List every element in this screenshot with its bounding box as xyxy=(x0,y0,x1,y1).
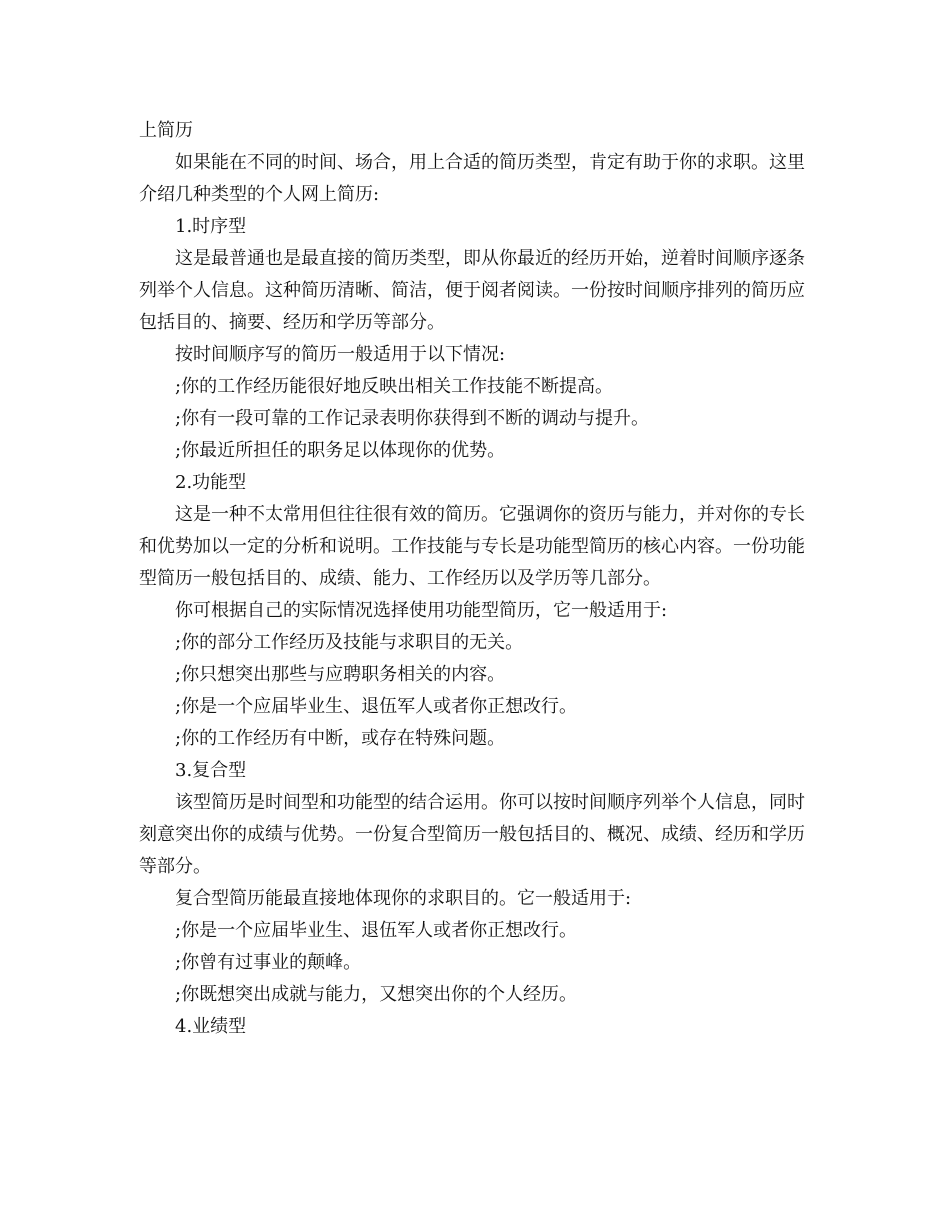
section-heading-3: 3.复合型 xyxy=(175,760,247,781)
section-2-item-1: ;你的部分工作经历及技能与求职目的无关。 xyxy=(175,632,524,653)
section-heading-4: 4.业绩型 xyxy=(175,1016,247,1037)
section-1-item-3: ;你最近所担任的职务足以体现你的优势。 xyxy=(175,440,506,461)
section-heading-1: 1.时序型 xyxy=(175,216,247,237)
section-3-item-2: ;你曾有过事业的颠峰。 xyxy=(175,952,362,973)
section-heading-2: 2.功能型 xyxy=(175,472,247,493)
section-2-item-3: ;你是一个应届毕业生、退伍军人或者你正想改行。 xyxy=(175,696,578,717)
section-1-paragraph-1: 这是最普通也是最直接的简历类型，即从你最近的经历开始，逆着时间顺序逐条列举个人信息。这种简历清晰、简洁，便于阅者阅读。一份按时间顺序排列的简历应包括目的、摘要、经历和学历等部分。 xyxy=(139,248,805,333)
section-3-item-1: ;你是一个应届毕业生、退伍军人或者你正想改行。 xyxy=(175,920,578,941)
section-1-item-1: ;你的工作经历能很好地反映出相关工作技能不断提高。 xyxy=(175,376,614,397)
intro-paragraph: 如果能在不同的时间、场合，用上合适的简历类型，肯定有助于你的求职。这里介绍几种类型的个人网上简历: xyxy=(139,152,805,205)
section-3-item-3: ;你既想突出成就与能力，又想突出你的个人经历。 xyxy=(175,984,578,1005)
section-2-item-4: ;你的工作经历有中断，或存在特殊问题。 xyxy=(175,728,506,749)
document-body xyxy=(139,115,819,1043)
section-1-item-2: ;你有一段可靠的工作记录表明你获得到不断的调动与提升。 xyxy=(175,408,650,429)
opening-fragment: 上简历 xyxy=(139,120,193,141)
section-2-paragraph-2: 你可根据自己的实际情况选择使用功能型简历，它一般适用于: xyxy=(175,600,668,621)
section-3-paragraph-1: 该型简历是时间型和功能型的结合运用。你可以按时间顺序列举个人信息，同时刻意突出你的成绩与优势。一份复合型简历一般包括目的、概况、成绩、经历和学历等部分。 xyxy=(139,792,805,877)
section-1-paragraph-2: 按时间顺序写的简历一般适用于以下情况: xyxy=(175,344,506,365)
section-2-paragraph-1: 这是一种不太常用但往往很有效的简历。它强调你的资历与能力，并对你的专长和优势加以一定的分析和说明。工作技能与专长是功能型简历的核心内容。一份功能型简历一般包括目的、成绩、能力、工作经历以及学历等几部分。 xyxy=(139,504,805,589)
section-3-paragraph-2: 复合型简历能最直接地体现你的求职目的。它一般适用于: xyxy=(175,888,632,909)
section-2-item-2: ;你只想突出那些与应聘职务相关的内容。 xyxy=(175,664,506,685)
